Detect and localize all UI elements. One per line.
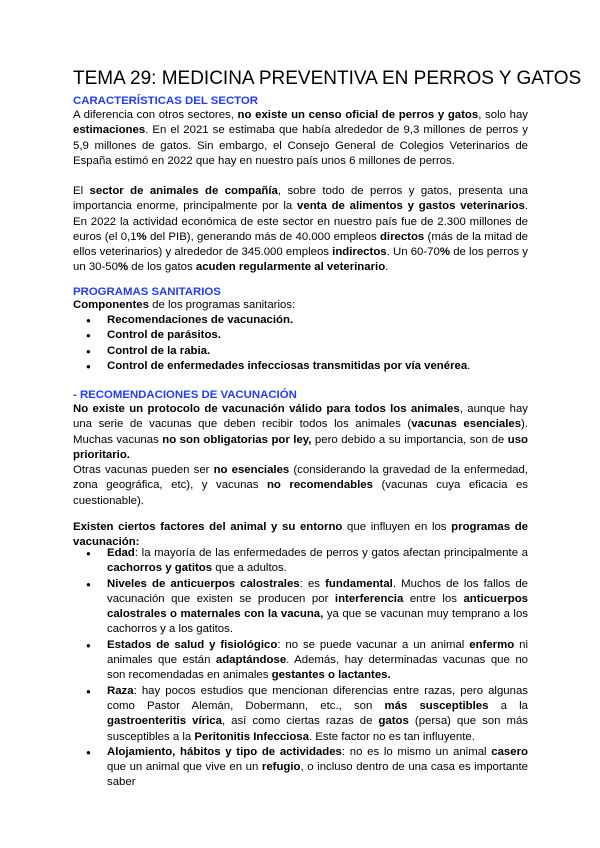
paragraph-factors-intro: Existen ciertos factores del animal y su entorno que influyen en los programas de vacunación: xyxy=(73,521,528,549)
list-item: ● Control de la rabia. xyxy=(73,344,528,359)
components-list xyxy=(73,313,528,374)
list-item: ● Control de parásitos. xyxy=(73,328,528,343)
list-item: ● Raza: hay pocos estudios que mencionan diferencias entre razas, pero algunas como Pastor Alemán, Dobermann, etc., son más susceptibles a la gastroenteritis vírica, así como ciertas razas de gatos (persa) que son más susceptibles a la Peritonitis Infecciosa. Este factor no es tan influyente. xyxy=(73,684,528,745)
list-item: ● Edad: la mayoría de las enfermedades de perros y gatos afectan principalmente a cachorros y gatitos que a adultos. xyxy=(73,546,528,577)
section-heading-programs: PROGRAMAS SANITARIOS xyxy=(73,286,221,298)
paragraph-other-vaccines: Otras vacunas pueden ser no esenciales (considerando la gravedad de la enfermedad, zona geográfica, etc), y vacunas no recomendables (vacunas cuya eficacia es cuestionable). xyxy=(73,464,528,507)
list-item: ● Control de enfermedades infecciosas transmitidas por vía venérea. xyxy=(73,359,528,374)
list-item: ● Niveles de anticuerpos calostrales: es fundamental. Muchos de los fallos de vacunación que existen se producen por interferencia entre los anticuerpos calostrales o maternales con la vacuna, ya que se vacunan muy temprano a los cachorros y a los gatitos. xyxy=(73,577,528,638)
section-heading-vaccination: - RECOMENDACIONES DE VACUNACIÓN xyxy=(73,389,297,401)
components-intro: Componentes de los programas sanitarios: xyxy=(73,299,296,311)
paragraph-sector-importance: El sector de animales de compañía, sobre todo de perros y gatos, presenta una importancia enorme, principalmente por la venta de alimentos y gastos veterinarios. En 2022 la actividad económica de este sector en nuestro país fue de 2.300 millones de euros (el 0,1% del PIB), generando más de 40.000 empleos directos (más de la mitad de ellos veterinarios) y alrededor de 345.000 empleos indirectos. Un 60-70% de los perros y un 30-50% de los gatos acuden regularmente al veterinario. xyxy=(73,185,529,274)
factors-list xyxy=(73,546,528,791)
paragraph-vaccination-protocol: No existe un protocolo de vacunación válido para todos los animales, aunque hay una serie de vacunas que deben recibir todos los animales (vacunas esenciales). Muchas vacunas no son obligatorias por ley, pero debido a su importancia, son de uso prioritario. xyxy=(73,403,529,461)
list-item: ● Alojamiento, hábitos y tipo de actividades: no es lo mismo un animal casero que un animal que vive en un refugio, o incluso dentro de una casa es importante saber xyxy=(73,745,528,791)
page-title: TEMA 29: MEDICINA PREVENTIVA EN PERROS Y GATOS xyxy=(73,68,582,89)
list-item: ● Recomendaciones de vacunación. xyxy=(73,313,528,328)
section-heading-sector: CARACTERÍSTICAS DEL SECTOR xyxy=(73,95,259,107)
list-item: ● Estados de salud y fisiológico: no se puede vacunar a un animal enfermo ni animales que están adaptándose. Además, hay determinadas vacunas que no son recomendadas en animales gestantes o lactantes. xyxy=(73,638,528,684)
paragraph-census: A diferencia con otros sectores, no existe un censo oficial de perros y gatos, solo hay estimaciones. En el 2021 se estimaba que había alrededor de 9,3 millones de perros y 5,9 millones de gatos. Sin embargo, el Consejo General de Colegios Veterinarios de España estimó en 2022 que hay en nuestro país unos 6 millones de perros. xyxy=(73,109,528,167)
